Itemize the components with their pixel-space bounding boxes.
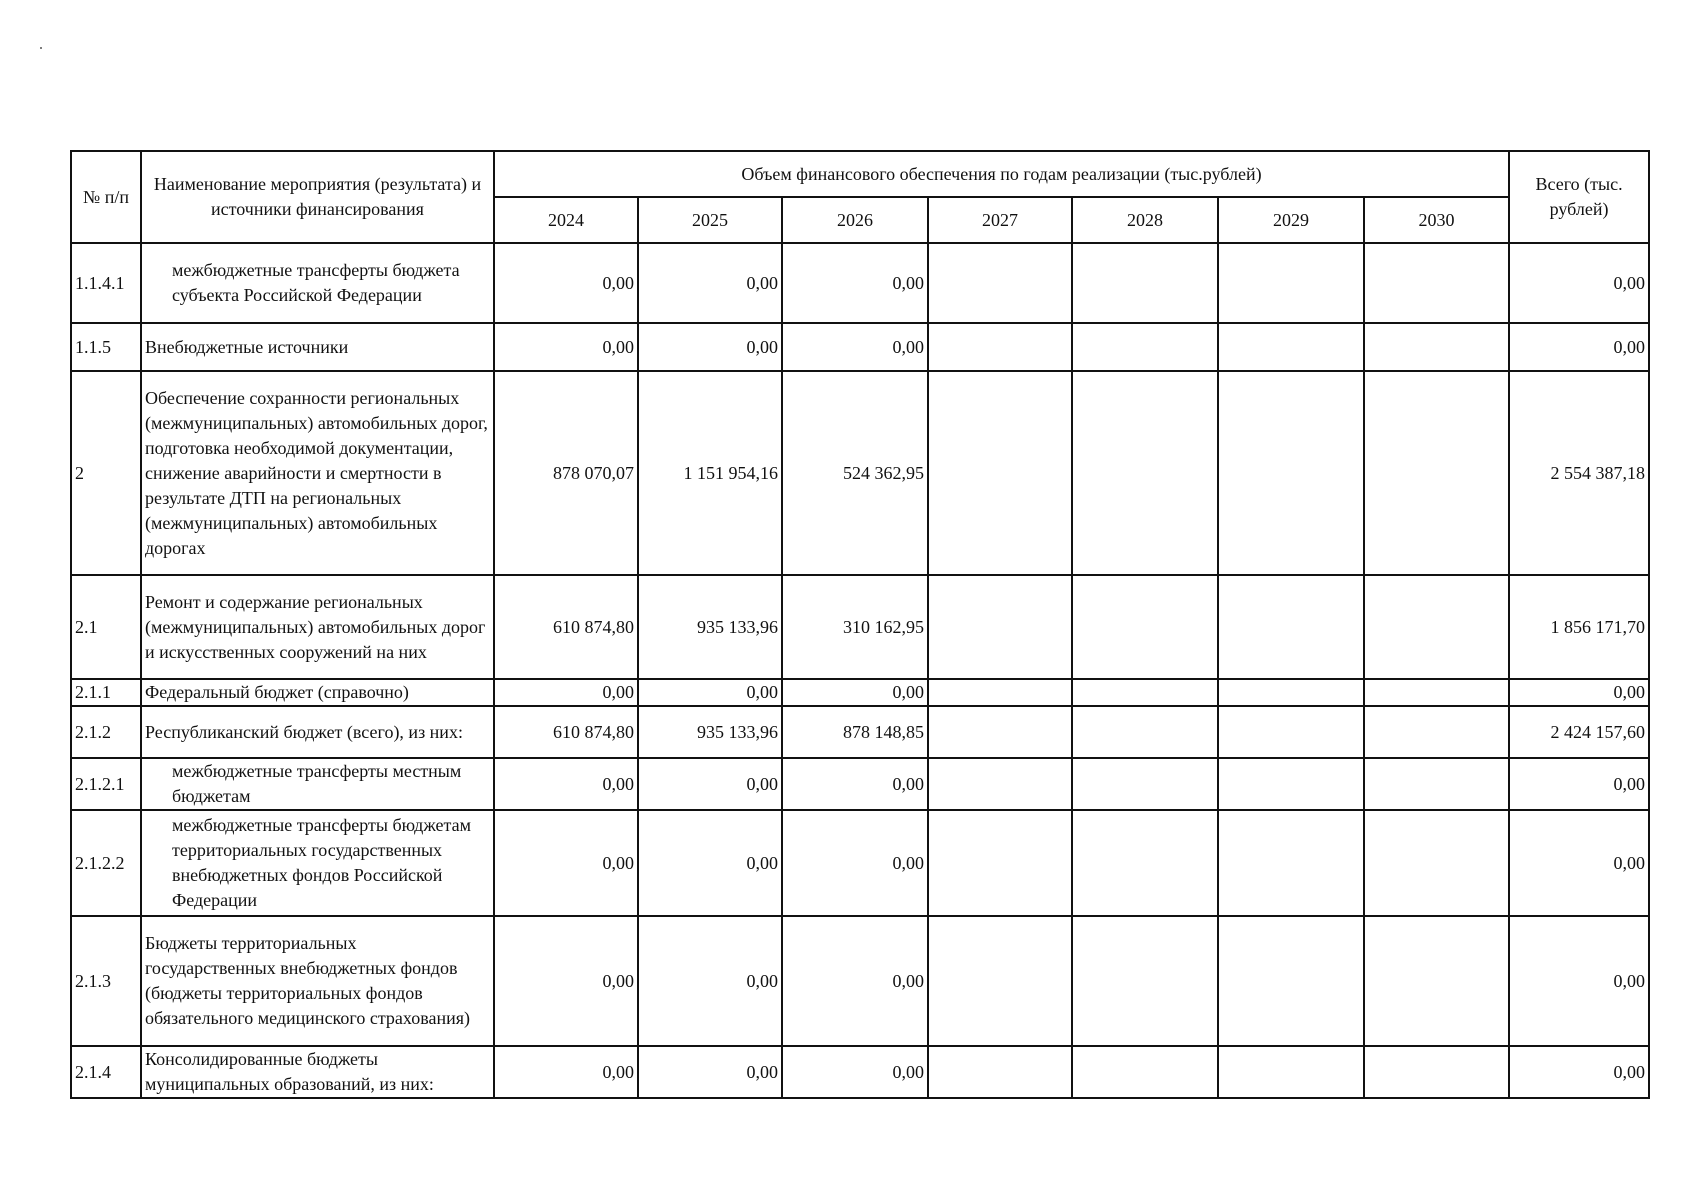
value-total: 0,00 xyxy=(1509,810,1649,916)
value-2027 xyxy=(928,575,1072,679)
row-name: Консолидированные бюджеты муниципальных образований, из них: xyxy=(141,1046,494,1098)
value-2027 xyxy=(928,243,1072,323)
value-2029 xyxy=(1218,679,1364,706)
value-total: 0,00 xyxy=(1509,323,1649,371)
value-2028 xyxy=(1072,371,1218,575)
value-2024: 610 874,80 xyxy=(494,575,638,679)
value-2029 xyxy=(1218,243,1364,323)
row-name: Бюджеты территориальных государственных внебюджетных фондов (бюджеты территориальных фондов обязательного медицинского страхования) xyxy=(141,916,494,1046)
value-2029 xyxy=(1218,323,1364,371)
header-year-2025: 2025 xyxy=(638,197,782,243)
table-row xyxy=(71,323,1649,371)
value-2030 xyxy=(1364,758,1509,810)
scan-speck xyxy=(40,47,42,49)
value-2024: 610 874,80 xyxy=(494,706,638,758)
value-2025: 0,00 xyxy=(638,758,782,810)
value-total: 0,00 xyxy=(1509,679,1649,706)
value-2028 xyxy=(1072,243,1218,323)
row-number: 2.1.1 xyxy=(71,679,141,706)
value-2029 xyxy=(1218,706,1364,758)
value-2027 xyxy=(928,706,1072,758)
row-number: 2.1.2.1 xyxy=(71,758,141,810)
header-total: Всего (тыс. рублей) xyxy=(1509,151,1649,243)
value-2028 xyxy=(1072,1046,1218,1098)
header-year-2027: 2027 xyxy=(928,197,1072,243)
value-2029 xyxy=(1218,575,1364,679)
value-2028 xyxy=(1072,323,1218,371)
value-2027 xyxy=(928,1046,1072,1098)
value-2024: 0,00 xyxy=(494,810,638,916)
value-2030 xyxy=(1364,1046,1509,1098)
row-name: межбюджетные трансферты бюджета субъекта Российской Федерации xyxy=(141,243,494,323)
value-2025: 0,00 xyxy=(638,679,782,706)
value-2025: 935 133,96 xyxy=(638,706,782,758)
value-2027 xyxy=(928,916,1072,1046)
value-2024: 0,00 xyxy=(494,679,638,706)
value-2025: 0,00 xyxy=(638,810,782,916)
table-row xyxy=(71,916,1649,1046)
value-2030 xyxy=(1364,243,1509,323)
value-2026: 0,00 xyxy=(782,1046,928,1098)
value-2030 xyxy=(1364,323,1509,371)
table-row xyxy=(71,575,1649,679)
value-2025: 0,00 xyxy=(638,916,782,1046)
header-volume: Объем финансового обеспечения по годам реализации (тыс.рублей) xyxy=(494,151,1509,197)
value-2025: 1 151 954,16 xyxy=(638,371,782,575)
table-row xyxy=(71,1046,1649,1098)
row-number: 2.1 xyxy=(71,575,141,679)
value-2028 xyxy=(1072,916,1218,1046)
value-2025: 0,00 xyxy=(638,243,782,323)
row-name: межбюджетные трансферты местным бюджетам xyxy=(141,758,494,810)
value-2025: 0,00 xyxy=(638,323,782,371)
row-name: Внебюджетные источники xyxy=(141,323,494,371)
value-2024: 878 070,07 xyxy=(494,371,638,575)
value-2025: 0,00 xyxy=(638,1046,782,1098)
value-total: 2 554 387,18 xyxy=(1509,371,1649,575)
row-number: 2.1.2.2 xyxy=(71,810,141,916)
value-2024: 0,00 xyxy=(494,916,638,1046)
table-row xyxy=(71,758,1649,810)
value-2026: 0,00 xyxy=(782,323,928,371)
row-number: 2.1.3 xyxy=(71,916,141,1046)
header-year-2029: 2029 xyxy=(1218,197,1364,243)
value-total: 1 856 171,70 xyxy=(1509,575,1649,679)
value-total: 0,00 xyxy=(1509,916,1649,1046)
value-2024: 0,00 xyxy=(494,758,638,810)
value-2027 xyxy=(928,679,1072,706)
table-row xyxy=(71,810,1649,916)
value-2026: 0,00 xyxy=(782,810,928,916)
value-2028 xyxy=(1072,679,1218,706)
value-2029 xyxy=(1218,758,1364,810)
value-2027 xyxy=(928,758,1072,810)
value-2030 xyxy=(1364,706,1509,758)
header-year-2024: 2024 xyxy=(494,197,638,243)
value-2026: 310 162,95 xyxy=(782,575,928,679)
table-row xyxy=(71,243,1649,323)
header-year-2028: 2028 xyxy=(1072,197,1218,243)
value-2030 xyxy=(1364,371,1509,575)
financing-table xyxy=(70,150,1650,1099)
value-2028 xyxy=(1072,706,1218,758)
value-2030 xyxy=(1364,575,1509,679)
value-2026: 524 362,95 xyxy=(782,371,928,575)
value-2030 xyxy=(1364,810,1509,916)
row-number: 2.1.2 xyxy=(71,706,141,758)
table-row xyxy=(71,706,1649,758)
row-number: 1.1.4.1 xyxy=(71,243,141,323)
row-name: Республиканский бюджет (всего), из них: xyxy=(141,706,494,758)
value-2024: 0,00 xyxy=(494,243,638,323)
value-2029 xyxy=(1218,1046,1364,1098)
value-2030 xyxy=(1364,679,1509,706)
table-row xyxy=(71,679,1649,706)
row-name: Ремонт и содержание региональных (межмуниципальных) автомобильных дорог и искусственных сооружений на них xyxy=(141,575,494,679)
header-name: Наименование мероприятия (результата) и источники финансирования xyxy=(141,151,494,243)
row-name: Обеспечение сохранности региональных (межмуниципальных) автомобильных дорог, подготовка необходимой документации, снижение аварийности и смертности в результате ДТП на региональных (межмуниципальных) автомобильных дорогах xyxy=(141,371,494,575)
table-row xyxy=(71,371,1649,575)
value-2026: 0,00 xyxy=(782,916,928,1046)
row-name: Федеральный бюджет (справочно) xyxy=(141,679,494,706)
value-2024: 0,00 xyxy=(494,323,638,371)
value-2027 xyxy=(928,371,1072,575)
value-2027 xyxy=(928,810,1072,916)
value-total: 0,00 xyxy=(1509,758,1649,810)
value-2028 xyxy=(1072,575,1218,679)
table-body xyxy=(71,243,1649,1098)
header-row-top xyxy=(71,151,1649,197)
value-total: 2 424 157,60 xyxy=(1509,706,1649,758)
value-2026: 878 148,85 xyxy=(782,706,928,758)
value-2024: 0,00 xyxy=(494,1046,638,1098)
header-year-2030: 2030 xyxy=(1364,197,1509,243)
row-number: 2 xyxy=(71,371,141,575)
value-2029 xyxy=(1218,916,1364,1046)
value-total: 0,00 xyxy=(1509,243,1649,323)
value-total: 0,00 xyxy=(1509,1046,1649,1098)
header-num: № п/п xyxy=(71,151,141,243)
header-year-2026: 2026 xyxy=(782,197,928,243)
value-2030 xyxy=(1364,916,1509,1046)
value-2028 xyxy=(1072,758,1218,810)
row-number: 2.1.4 xyxy=(71,1046,141,1098)
value-2025: 935 133,96 xyxy=(638,575,782,679)
value-2029 xyxy=(1218,371,1364,575)
value-2027 xyxy=(928,323,1072,371)
value-2026: 0,00 xyxy=(782,679,928,706)
value-2029 xyxy=(1218,810,1364,916)
value-2026: 0,00 xyxy=(782,243,928,323)
row-number: 1.1.5 xyxy=(71,323,141,371)
row-name: межбюджетные трансферты бюджетам территориальных государственных внебюджетных фондов Российской Федерации xyxy=(141,810,494,916)
value-2026: 0,00 xyxy=(782,758,928,810)
value-2028 xyxy=(1072,810,1218,916)
